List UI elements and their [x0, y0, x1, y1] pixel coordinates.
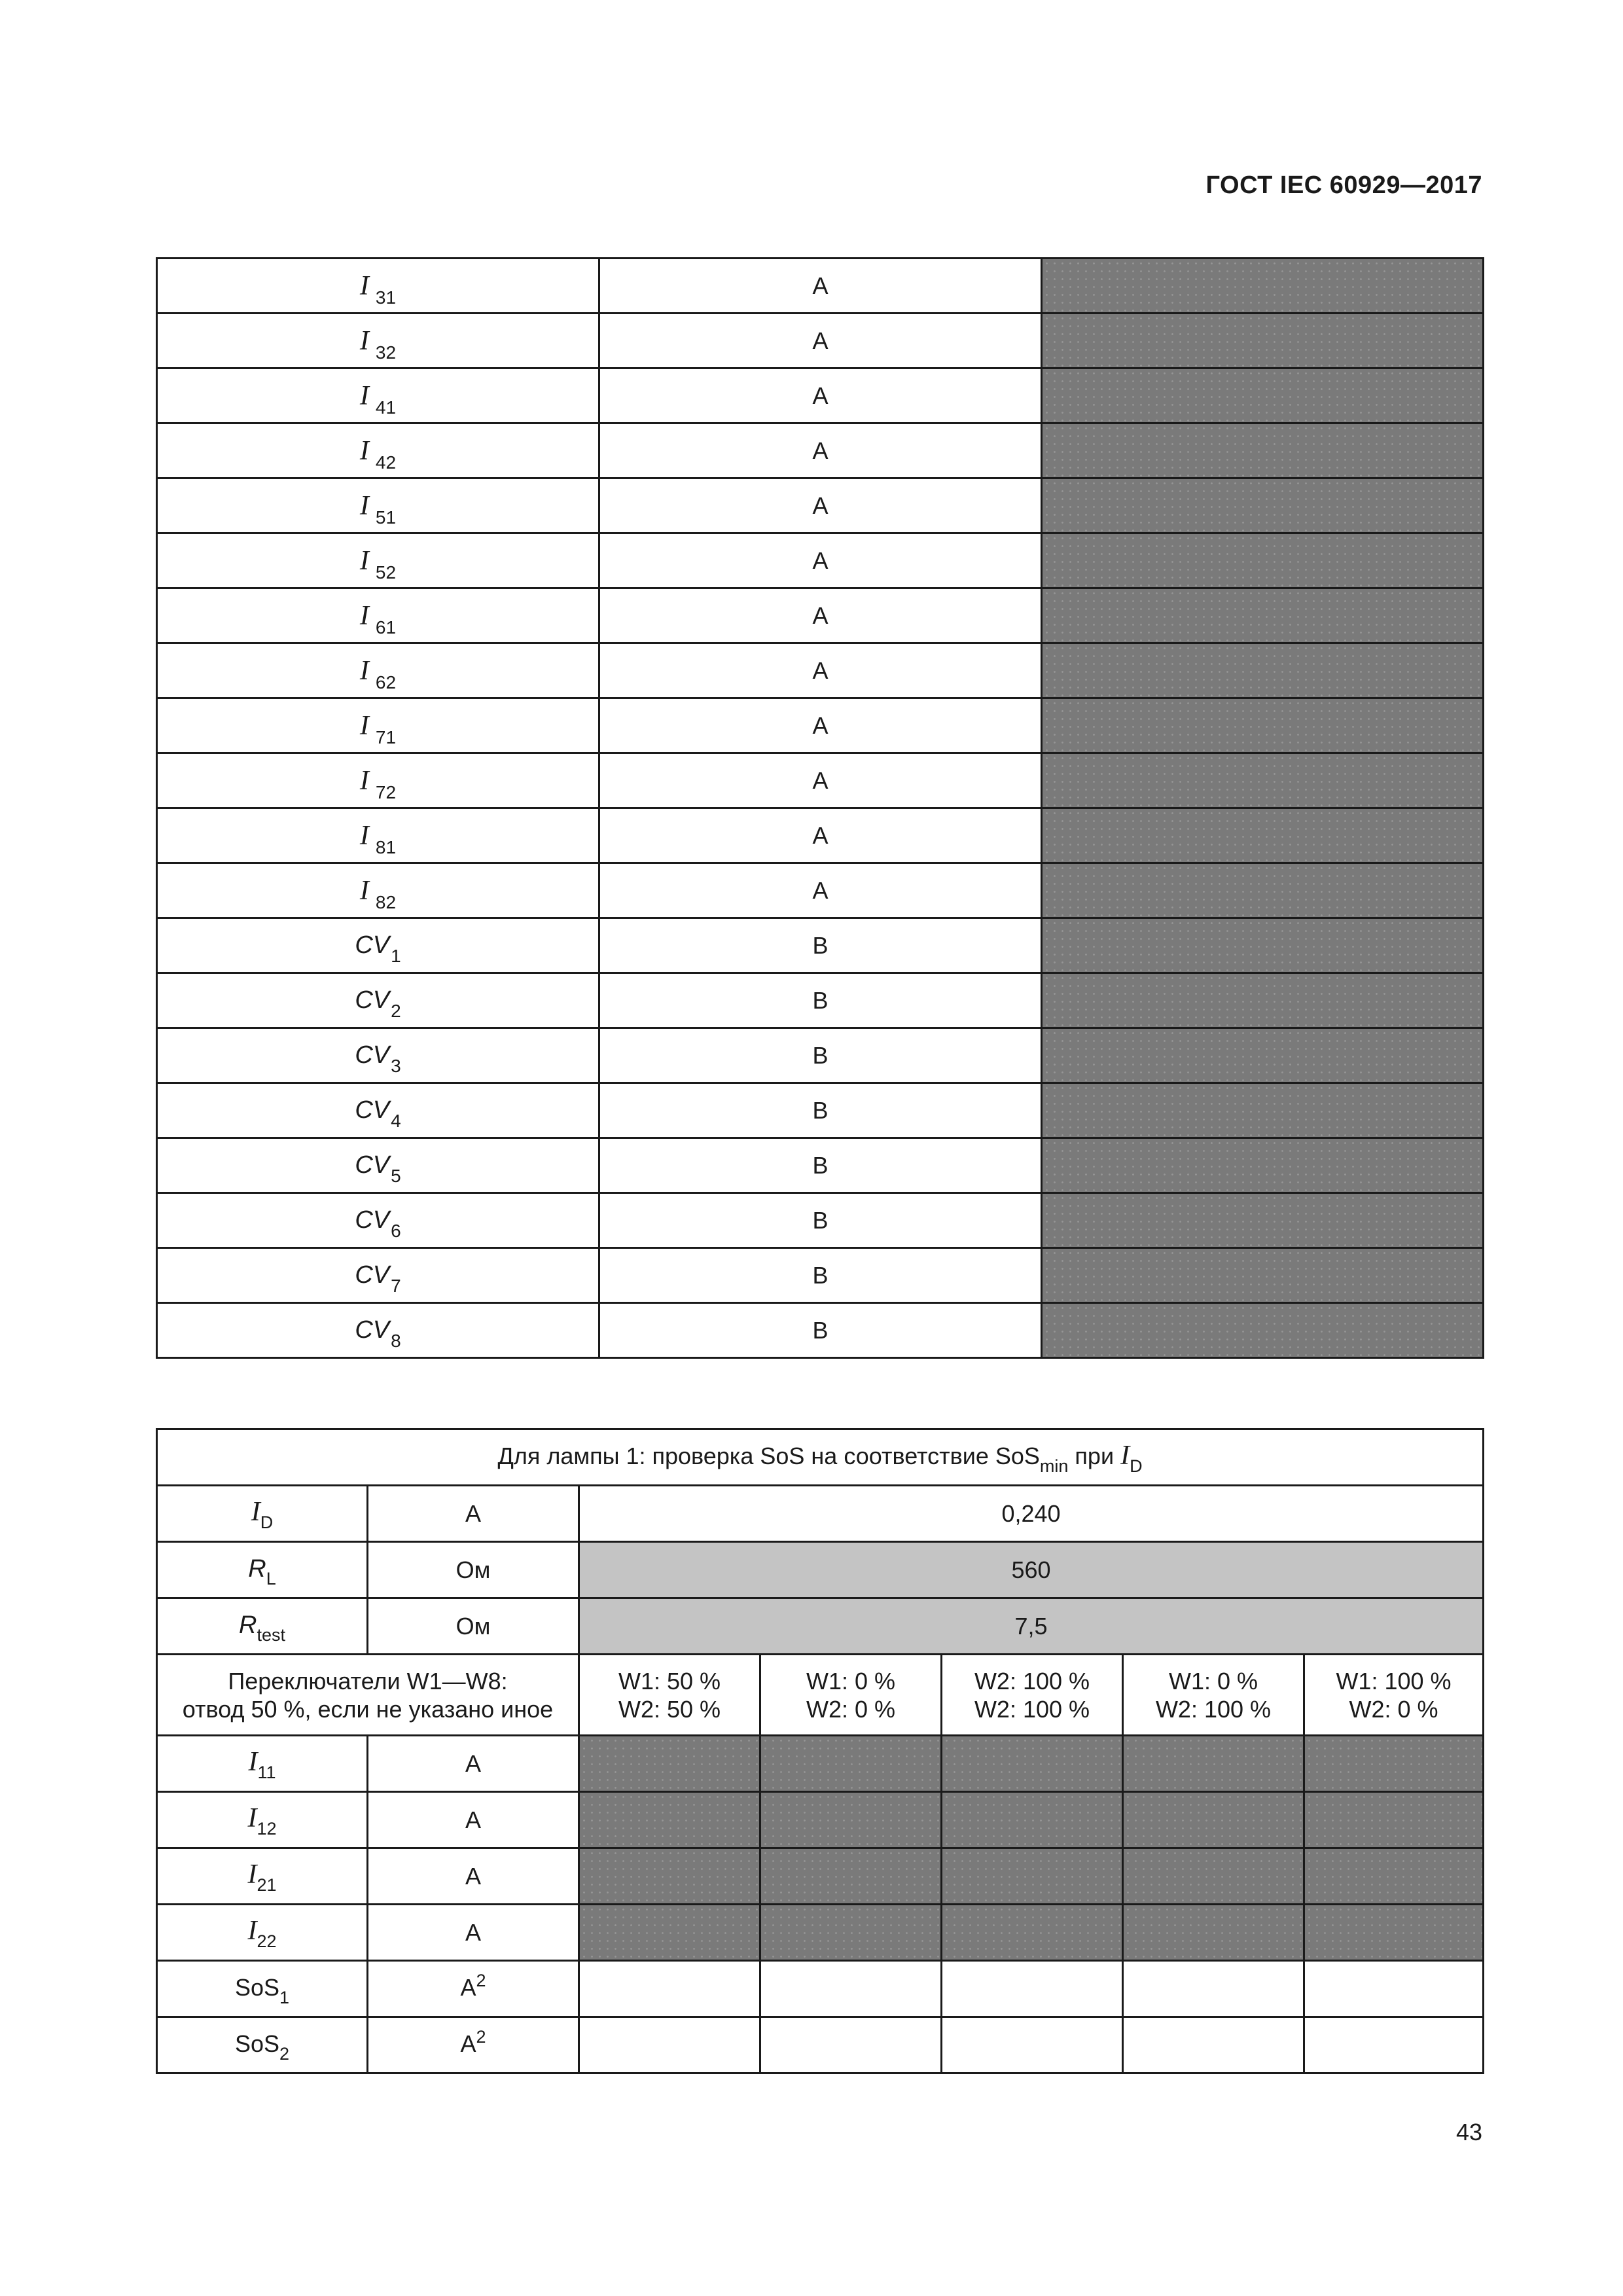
current-symbol: I	[247, 1916, 257, 1946]
shaded-value-cell	[1123, 1736, 1304, 1792]
switch-config-cell	[760, 1655, 942, 1736]
switch-config-line1: W1: 50 %	[618, 1667, 721, 1695]
parameter-subscript: 51	[375, 507, 397, 528]
symbol-cell	[157, 753, 599, 808]
empty-value-cell	[760, 1961, 942, 2017]
parameter-subscript: 5	[391, 1166, 401, 1186]
switch-label-line2: отвод 50 %, если не указано иное	[182, 1695, 554, 1723]
shaded-value-cell	[1304, 1905, 1484, 1961]
id-unit-cell: А	[368, 1486, 579, 1542]
shaded-value-cell	[579, 1905, 760, 1961]
shaded-value-cell	[1304, 1848, 1484, 1905]
unit-cell: А	[599, 423, 1042, 478]
table-row	[157, 1193, 1484, 1248]
shaded-value-cell	[1042, 808, 1484, 863]
rl-subscript: L	[266, 1569, 276, 1588]
parameter-subscript: 32	[375, 342, 397, 363]
table-row	[157, 259, 1484, 314]
shaded-value-cell	[1042, 753, 1484, 808]
table-row	[157, 973, 1484, 1028]
parameter-symbol: I	[359, 380, 369, 411]
parameter-symbol: I	[359, 765, 369, 796]
parameter-subscript: 8	[391, 1331, 401, 1351]
parameter-symbol: I	[359, 600, 369, 631]
symbol-cell	[157, 1193, 599, 1248]
parameter-subscript: 3	[391, 1056, 401, 1076]
sos-label-cell	[157, 2017, 368, 2073]
shaded-value-cell	[942, 1848, 1123, 1905]
unit-cell: В	[599, 1083, 1042, 1138]
parameter-symbol: CV	[355, 986, 390, 1014]
parameter-symbol: I	[359, 545, 369, 576]
switch-config-line1: W1: 100 %	[1336, 1667, 1452, 1695]
unit-cell: А	[599, 259, 1042, 314]
unit-cell: В	[599, 1138, 1042, 1193]
current-symbol: I	[248, 1747, 258, 1777]
parameter-subscript: 82	[375, 891, 397, 912]
table-row	[157, 314, 1484, 368]
parameter-symbol: I	[359, 435, 369, 466]
shaded-value-cell	[942, 1736, 1123, 1792]
switch-config-cell	[942, 1655, 1123, 1736]
parameter-symbol: CV	[355, 1206, 390, 1234]
caption-id-subscript: D	[1130, 1456, 1143, 1476]
unit-cell: А	[599, 314, 1042, 368]
parameter-symbol: I	[359, 710, 369, 741]
current-unit-cell: А	[368, 1792, 579, 1848]
shaded-value-cell	[760, 1792, 942, 1848]
caption-middle-text: при	[1068, 1443, 1121, 1469]
symbol-cell	[157, 643, 599, 698]
shaded-value-cell	[1042, 478, 1484, 533]
table-row	[157, 1248, 1484, 1303]
empty-value-cell	[942, 1961, 1123, 2017]
parameter-subscript: 62	[375, 672, 397, 692]
switch-config-line2: W2: 50 %	[618, 1695, 721, 1723]
table-row	[157, 698, 1484, 753]
document-code-header: ГОСТ IEC 60929—2017	[1205, 171, 1482, 199]
parameter-symbol: I	[359, 325, 369, 356]
sos-row	[157, 2017, 1484, 2073]
symbol-cell	[157, 314, 599, 368]
empty-value-cell	[579, 2017, 760, 2073]
switch-config-cell	[1123, 1655, 1304, 1736]
unit-cell: А	[599, 808, 1042, 863]
unit-cell: А	[599, 863, 1042, 918]
sos-unit: А	[460, 2030, 476, 2057]
shaded-value-cell	[579, 1848, 760, 1905]
current-symbol-cell	[157, 1792, 368, 1848]
empty-value-cell	[1123, 2017, 1304, 2073]
symbol-cell	[157, 973, 599, 1028]
symbol-cell	[157, 478, 599, 533]
current-row	[157, 1848, 1484, 1905]
table-row	[157, 588, 1484, 643]
table-row	[157, 368, 1484, 423]
symbol-cell	[157, 918, 599, 973]
caption-text: Для лампы 1: проверка SoS на соответствие SoS	[497, 1443, 1040, 1469]
switch-config-line2: W2: 100 %	[974, 1695, 1090, 1723]
unit-cell: В	[599, 1303, 1042, 1358]
sos-label-cell	[157, 1961, 368, 2017]
sos-label: SoS	[234, 1974, 279, 2001]
unit-cell: А	[599, 533, 1042, 588]
unit-cell: А	[599, 643, 1042, 698]
unit-cell: А	[599, 698, 1042, 753]
current-unit-cell: А	[368, 1736, 579, 1792]
current-symbol: I	[247, 1859, 257, 1890]
id-subscript: D	[260, 1513, 274, 1532]
rtest-symbol-cell	[157, 1598, 368, 1655]
table-row	[157, 423, 1484, 478]
parameter-subscript: 6	[391, 1221, 401, 1241]
table-row	[157, 1138, 1484, 1193]
symbol-cell	[157, 808, 599, 863]
shaded-value-cell	[942, 1792, 1123, 1848]
unit-cell: А	[599, 753, 1042, 808]
sos-check-table	[156, 1428, 1484, 2074]
sos-subscript: 1	[279, 1988, 290, 2007]
shaded-value-cell	[1042, 533, 1484, 588]
shaded-value-cell	[760, 1736, 942, 1792]
table-row	[157, 808, 1484, 863]
rl-value-cell: 560	[579, 1542, 1484, 1598]
switch-config-row	[157, 1655, 1484, 1736]
symbol-cell	[157, 259, 599, 314]
parameter-symbol: I	[359, 490, 369, 521]
shaded-value-cell	[1042, 863, 1484, 918]
empty-value-cell	[579, 1961, 760, 2017]
parameter-subscript: 1	[391, 946, 401, 966]
rtest-value-cell: 7,5	[579, 1598, 1484, 1655]
sos-label: SoS	[234, 2030, 279, 2057]
parameter-subscript: 2	[391, 1001, 401, 1021]
shaded-value-cell	[1042, 918, 1484, 973]
table-row	[157, 1303, 1484, 1358]
empty-value-cell	[1304, 2017, 1484, 2073]
sos-table-caption	[157, 1429, 1484, 1486]
parameter-subscript: 42	[375, 452, 397, 473]
symbol-cell	[157, 863, 599, 918]
symbol-cell	[157, 1303, 599, 1358]
id-symbol-cell	[157, 1486, 368, 1542]
parameter-subscript: 7	[391, 1276, 401, 1296]
table-row	[157, 643, 1484, 698]
current-unit-cell: А	[368, 1905, 579, 1961]
parameter-symbol: I	[359, 270, 369, 301]
shaded-value-cell	[1123, 1792, 1304, 1848]
sos-unit-superscript: 2	[476, 1971, 486, 1990]
shaded-value-cell	[942, 1905, 1123, 1961]
shaded-value-cell	[1042, 973, 1484, 1028]
parameter-symbol: CV	[355, 1316, 390, 1344]
current-symbol: I	[247, 1803, 257, 1833]
rl-unit-cell: Ом	[368, 1542, 579, 1598]
parameter-symbol: I	[359, 875, 369, 906]
table-row	[157, 478, 1484, 533]
shaded-value-cell	[1123, 1905, 1304, 1961]
symbol-cell	[157, 698, 599, 753]
switch-config-line1: W1: 0 %	[1168, 1667, 1258, 1695]
symbol-cell	[157, 1083, 599, 1138]
measurement-table	[156, 257, 1484, 1359]
table-row	[157, 753, 1484, 808]
switch-config-line1: W2: 100 %	[974, 1667, 1090, 1695]
shaded-value-cell	[1042, 1193, 1484, 1248]
sos-subscript: 2	[279, 2044, 290, 2064]
page-number: 43	[1455, 2119, 1482, 2145]
symbol-cell	[157, 368, 599, 423]
sos-rows	[157, 1961, 1484, 2073]
parameter-symbol: CV	[355, 1261, 390, 1289]
current-row	[157, 1792, 1484, 1848]
unit-cell: В	[599, 1248, 1042, 1303]
shaded-value-cell	[1042, 1028, 1484, 1083]
parameter-symbol: CV	[355, 1096, 390, 1124]
empty-value-cell	[1304, 1961, 1484, 2017]
sos-unit-superscript: 2	[476, 2027, 486, 2047]
sos-row	[157, 1961, 1484, 2017]
switch-config-cell	[1304, 1655, 1484, 1736]
symbol-cell	[157, 423, 599, 478]
rl-symbol-cell	[157, 1542, 368, 1598]
unit-cell: В	[599, 1028, 1042, 1083]
parameter-subscript: 71	[375, 726, 397, 747]
shaded-value-cell	[1042, 1248, 1484, 1303]
caption-id-symbol: I	[1120, 1441, 1130, 1471]
current-subscript: 22	[257, 1931, 277, 1951]
parameter-subscript: 81	[375, 836, 397, 857]
unit-cell: А	[599, 588, 1042, 643]
rtest-row	[157, 1598, 1484, 1655]
parameter-subscript: 4	[391, 1111, 401, 1131]
rtest-unit-cell: Ом	[368, 1598, 579, 1655]
current-rows	[157, 1736, 1484, 1961]
shaded-value-cell	[1042, 588, 1484, 643]
symbol-cell	[157, 533, 599, 588]
parameter-subscript: 41	[375, 397, 397, 418]
id-row	[157, 1486, 1484, 1542]
shaded-value-cell	[1042, 1138, 1484, 1193]
shaded-value-cell	[1042, 368, 1484, 423]
table-row	[157, 863, 1484, 918]
id-symbol: I	[251, 1497, 260, 1527]
shaded-value-cell	[1042, 643, 1484, 698]
parameter-subscript: 61	[375, 617, 397, 637]
unit-cell: В	[599, 1193, 1042, 1248]
empty-value-cell	[760, 2017, 942, 2073]
shaded-value-cell	[1042, 1083, 1484, 1138]
shaded-value-cell	[760, 1905, 942, 1961]
sos-unit-cell	[368, 2017, 579, 2073]
sos-unit-cell	[368, 1961, 579, 2017]
parameter-symbol: I	[359, 820, 369, 851]
empty-value-cell	[1123, 1961, 1304, 2017]
shaded-value-cell	[579, 1792, 760, 1848]
table-row	[157, 1028, 1484, 1083]
switch-config-line2: W2: 100 %	[1155, 1695, 1272, 1723]
id-value-cell: 0,240	[579, 1486, 1484, 1542]
current-subscript: 12	[257, 1819, 277, 1839]
table-row	[157, 533, 1484, 588]
switch-label-line1: Переключатели W1—W8:	[228, 1667, 508, 1695]
current-symbol-cell	[157, 1848, 368, 1905]
symbol-cell	[157, 1248, 599, 1303]
table-row	[157, 1083, 1484, 1138]
table-row	[157, 918, 1484, 973]
current-subscript: 21	[257, 1875, 277, 1895]
rtest-subscript: test	[257, 1625, 285, 1645]
switch-label-cell	[157, 1655, 579, 1736]
parameter-subscript: 31	[375, 287, 397, 308]
parameter-symbol: CV	[355, 1151, 390, 1179]
parameter-symbol: CV	[355, 931, 390, 959]
current-symbol-cell	[157, 1736, 368, 1792]
current-row	[157, 1736, 1484, 1792]
sos-unit: А	[460, 1974, 476, 2001]
shaded-value-cell	[1042, 314, 1484, 368]
switch-config-line1: W1: 0 %	[806, 1667, 896, 1695]
shaded-value-cell	[1304, 1736, 1484, 1792]
rl-symbol: R	[248, 1555, 266, 1583]
parameter-subscript: 52	[375, 562, 397, 583]
parameter-symbol: I	[359, 655, 369, 686]
unit-cell: А	[599, 368, 1042, 423]
shaded-value-cell	[1042, 698, 1484, 753]
shaded-value-cell	[760, 1848, 942, 1905]
current-row	[157, 1905, 1484, 1961]
parameter-subscript: 72	[375, 781, 397, 802]
unit-cell: В	[599, 973, 1042, 1028]
symbol-cell	[157, 1028, 599, 1083]
current-subscript: 11	[257, 1763, 276, 1782]
shaded-value-cell	[1304, 1792, 1484, 1848]
shaded-value-cell	[1042, 423, 1484, 478]
rl-row	[157, 1542, 1484, 1598]
switch-config-cell	[579, 1655, 760, 1736]
parameter-symbol: CV	[355, 1041, 390, 1069]
switch-config-line2: W2: 0 %	[806, 1695, 896, 1723]
current-unit-cell: А	[368, 1848, 579, 1905]
symbol-cell	[157, 1138, 599, 1193]
sos-table-caption-row	[157, 1429, 1484, 1486]
empty-value-cell	[942, 2017, 1123, 2073]
unit-cell: А	[599, 478, 1042, 533]
shaded-value-cell	[1042, 259, 1484, 314]
rtest-symbol: R	[239, 1611, 257, 1639]
shaded-value-cell	[1123, 1848, 1304, 1905]
symbol-cell	[157, 588, 599, 643]
unit-cell: В	[599, 918, 1042, 973]
shaded-value-cell	[579, 1736, 760, 1792]
measurement-table-body	[157, 259, 1484, 1358]
current-symbol-cell	[157, 1905, 368, 1961]
caption-min-subscript: min	[1039, 1456, 1069, 1476]
switch-config-line2: W2: 0 %	[1349, 1695, 1438, 1723]
shaded-value-cell	[1042, 1303, 1484, 1358]
